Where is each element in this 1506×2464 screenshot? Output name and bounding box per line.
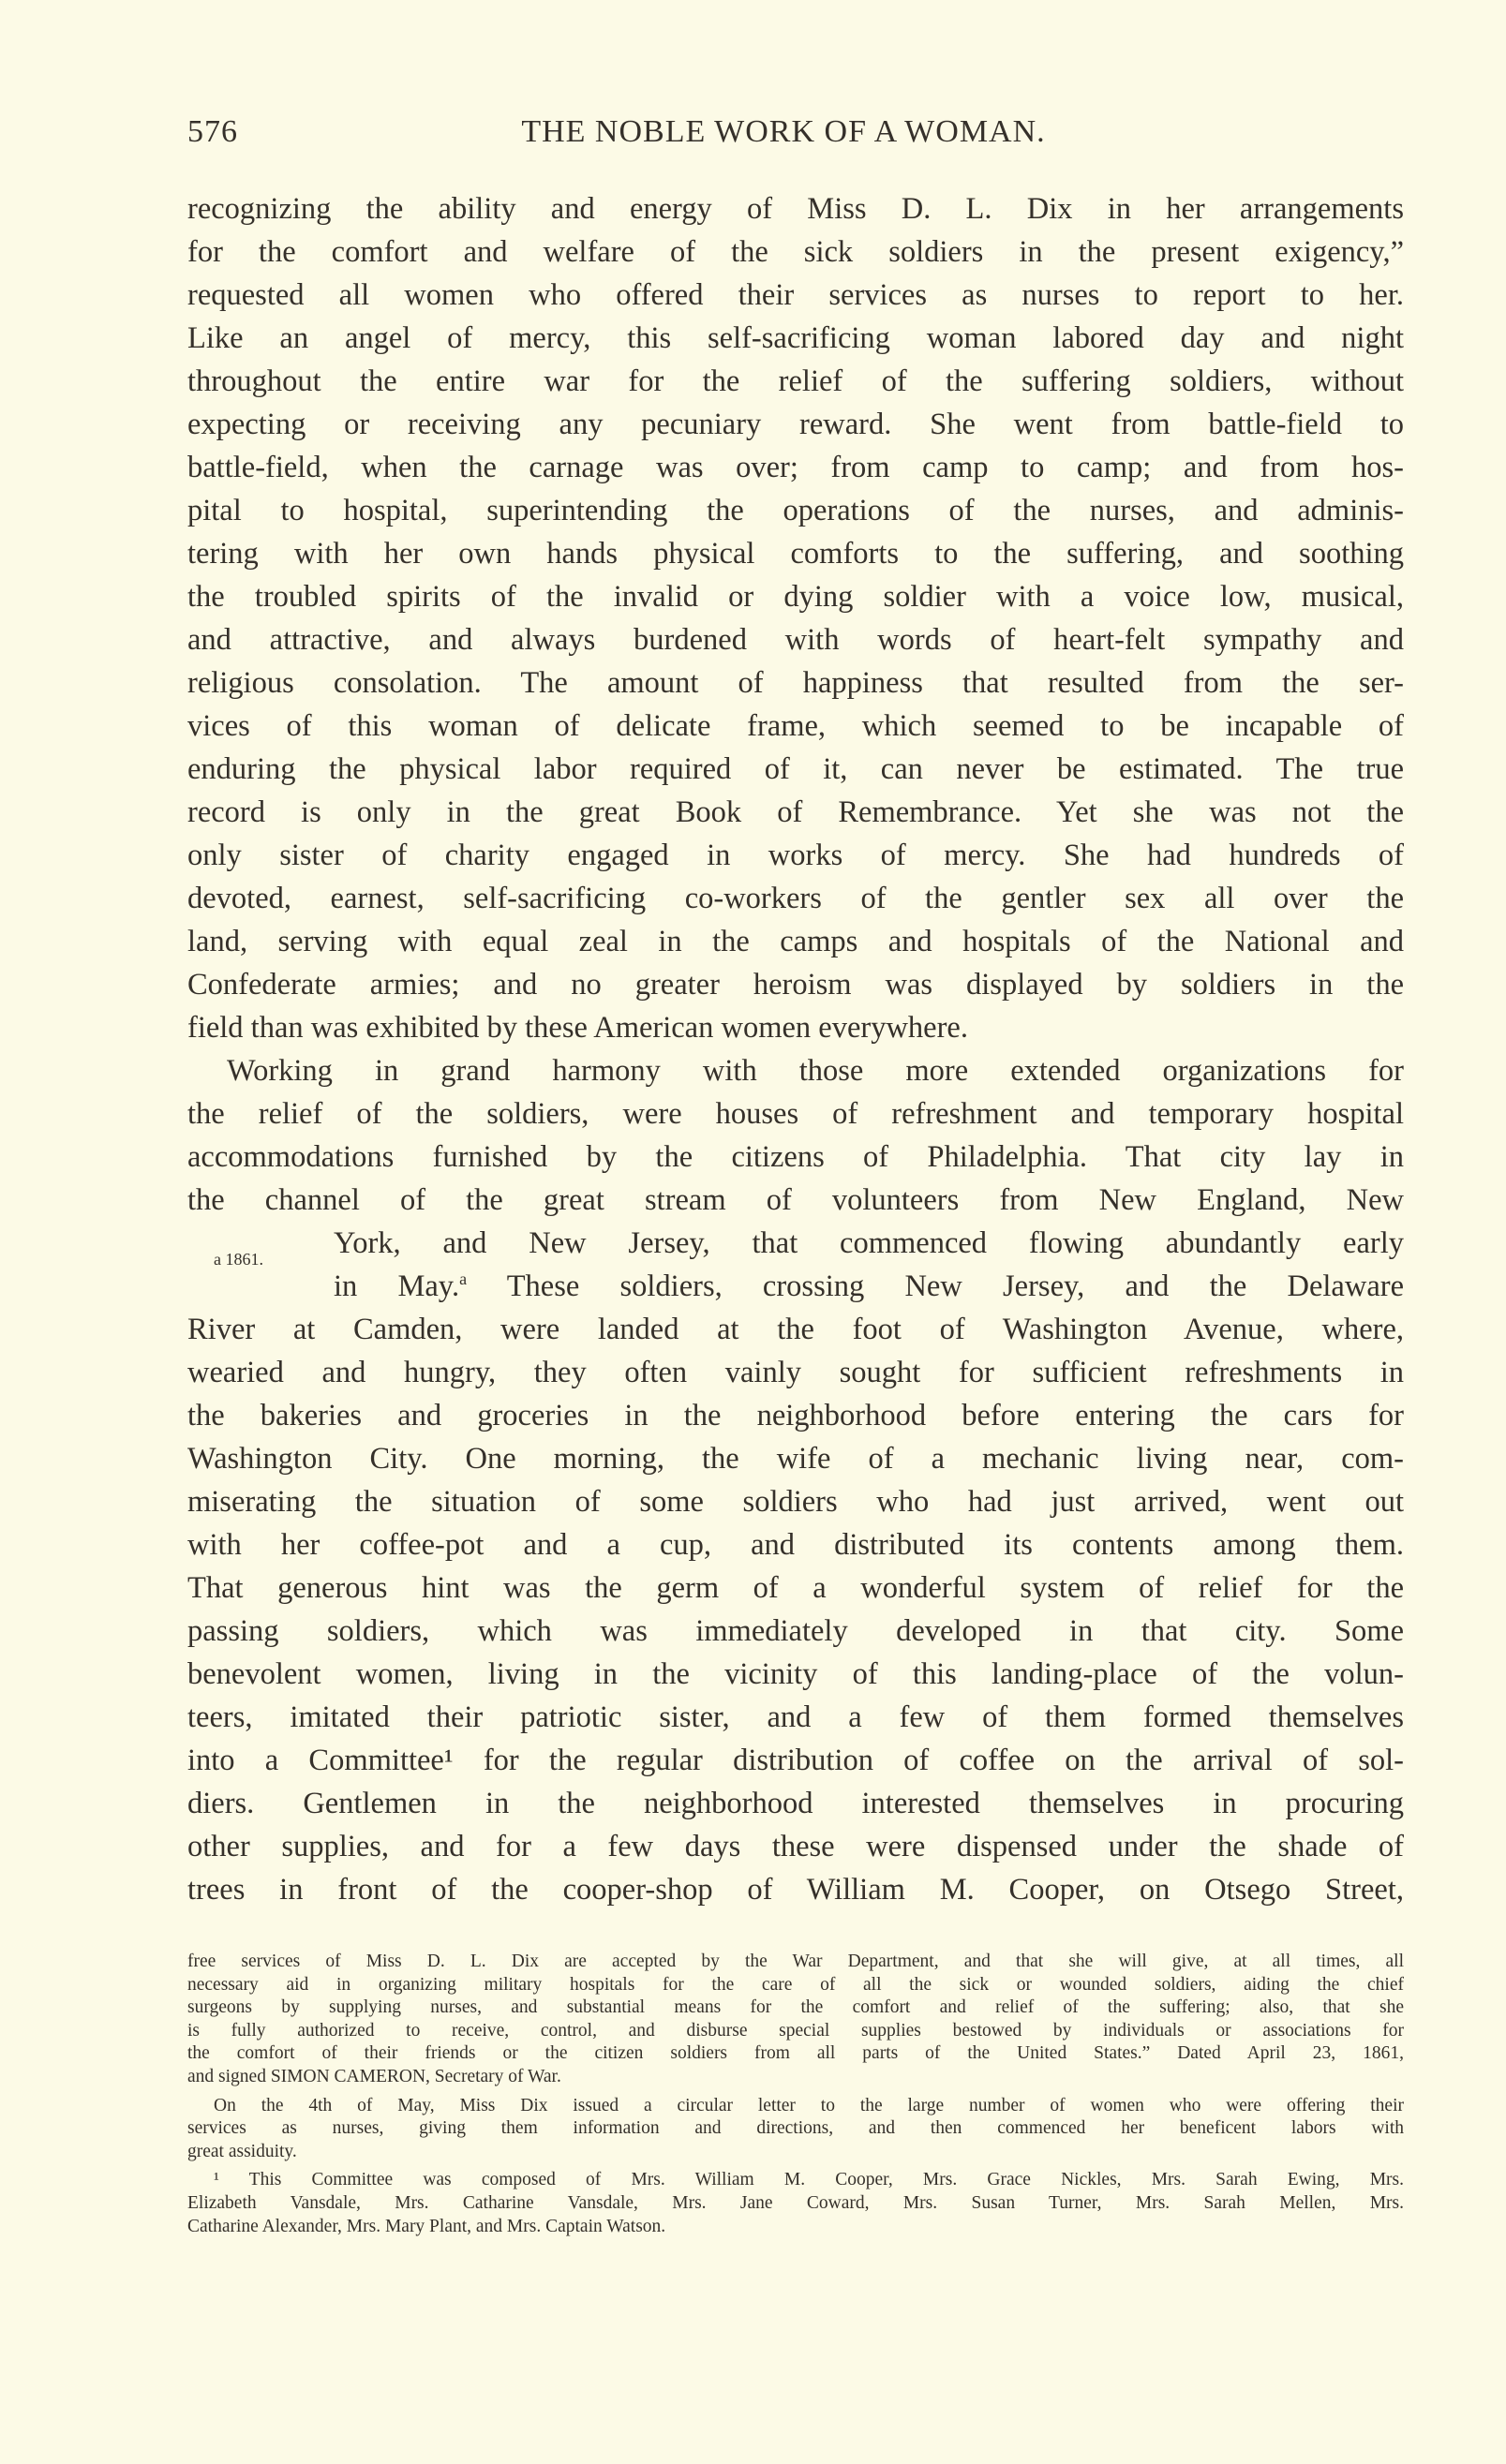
text-line: Washington City. One morning, the wife of a mechanic living near, com- <box>187 1442 1404 1476</box>
text-line: wearied and hungry, they often vainly sought for sufficient refreshments in <box>187 1356 1404 1389</box>
text-line: religious consolation. The amount of happiness that resulted from the ser- <box>187 666 1404 700</box>
text-line: field than was exhibited by these American women everywhere. <box>187 1011 968 1045</box>
text-line: tering with her own hands physical comforts to the suffering, and soothing <box>187 537 1404 571</box>
text-line: the channel of the great stream of volunteers from New England, New <box>187 1183 1404 1217</box>
text-line: for the comfort and welfare of the sick soldiers in the present exigency,” <box>187 235 1404 269</box>
footnote-line: Elizabeth Vansdale, Mrs. Catharine Vansdale, Mrs. Jane Coward, Mrs. Susan Turner, Mrs. Sarah Mellen, Mrs. <box>187 2192 1404 2213</box>
text-line: trees in front of the cooper-shop of William M. Cooper, on Otsego Street, <box>187 1873 1404 1907</box>
text-line: York, and New Jersey, that commenced flowing abundantly early <box>334 1226 1404 1260</box>
text-line: requested all women who offered their services as nurses to report to her. <box>187 278 1404 312</box>
text-line: That generous hint was the germ of a wonderful system of relief for the <box>187 1571 1404 1605</box>
text-line: only sister of charity engaged in works of mercy. She had hundreds of <box>187 839 1404 872</box>
text-line: miserating the situation of some soldiers who had just arrived, went out <box>187 1485 1404 1519</box>
text-line: the troubled spirits of the invalid or dying soldier with a voice low, musical, <box>187 580 1404 614</box>
margin-note: a 1861. <box>214 1250 263 1269</box>
footnote-line: great assiduity. <box>187 2141 297 2161</box>
text-line: the relief of the soldiers, were houses of refreshment and temporary hospital <box>187 1097 1404 1131</box>
text-line: benevolent women, living in the vicinity of this landing-place of the volun- <box>187 1657 1404 1691</box>
text-line: battle-field, when the carnage was over; from camp to camp; and from hos- <box>187 451 1404 484</box>
text-line: diers. Gentlemen in the neighborhood interested themselves in procuring <box>187 1787 1404 1820</box>
page-number: 576 <box>187 114 238 149</box>
footnote-line: services as nurses, giving them information and directions, and then commenced her beneficent labors with <box>187 2118 1404 2139</box>
text-line: with her coffee-pot and a cup, and distributed its contents among them. <box>187 1528 1404 1562</box>
footnote-line: On the 4th of May, Miss Dix issued a circular letter to the large number of women who were offering their <box>214 2095 1404 2115</box>
text-line: throughout the entire war for the relief of the suffering soldiers, without <box>187 364 1404 398</box>
text-line: accommodations furnished by the citizens of Philadelphia. That city lay in <box>187 1140 1404 1174</box>
footnote-line: surgeons by supplying nurses, and substantial means for the comfort and relief of the suffering; also, that she <box>187 1997 1404 2018</box>
body-text <box>187 187 1404 1911</box>
text-line: teers, imitated their patriotic sister, and a few of them formed themselves <box>187 1700 1404 1734</box>
footnote-line: ¹ This Committee was composed of Mrs. William M. Cooper, Mrs. Grace Nickles, Mrs. Sarah Ewing, Mrs. <box>214 2170 1404 2190</box>
footnote-line: free services of Miss D. L. Dix are accepted by the War Department, and that she will give, at all times, all <box>187 1952 1404 1971</box>
footnote-line: the comfort of their friends or the citizen soldiers from all parts of the United States.” Dated April 23, 1861, <box>187 2043 1404 2064</box>
footnote-line: Catharine Alexander, Mrs. Mary Plant, and Mrs. Captain Watson. <box>187 2216 666 2236</box>
text-line: Like an angel of mercy, this self-sacrificing woman labored day and night <box>187 321 1404 355</box>
text-line: into a Committee¹ for the regular distribution of coffee on the arrival of sol- <box>187 1744 1404 1777</box>
text-line: pital to hospital, superintending the operations of the nurses, and adminis- <box>187 494 1404 527</box>
text-line: devoted, earnest, self-sacrificing co-workers of the gentler sex all over the <box>187 882 1404 915</box>
footnote-line: is fully authorized to receive, control, and disburse special supplies bestowed by individuals or associations for <box>187 2020 1404 2041</box>
text-line: expecting or receiving any pecuniary reward. She went from battle-field to <box>187 408 1404 441</box>
text-span: in May. <box>334 1269 460 1303</box>
text-line: land, serving with equal zeal in the camps and hospitals of the National and <box>187 925 1404 958</box>
footnote-ref: a <box>459 1269 468 1289</box>
text-line: Confederate armies; and no greater heroism was displayed by soldiers in the <box>187 968 1404 1002</box>
text-line: River at Camden, were landed at the foot of Washington Avenue, where, <box>187 1313 1404 1346</box>
text-line: enduring the physical labor required of it, can never be estimated. The true <box>187 752 1404 786</box>
text-line: Working in grand harmony with those more extended organizations for <box>227 1054 1404 1088</box>
text-line <box>187 1265 1404 1308</box>
footnote-line: and signed SIMON CAMERON, Secretary of War. <box>187 2066 561 2086</box>
footnote-line: necessary aid in organizing military hospitals for the care of all the sick or wounded soldiers, aiding the chief <box>187 1974 1404 1995</box>
running-title: THE NOBLE WORK OF A WOMAN. <box>521 114 1046 149</box>
text-line: vices of this woman of delicate frame, which seemed to be incapable of <box>187 709 1404 743</box>
text-span: These soldiers, crossing New Jersey, and the Delaware <box>467 1269 1404 1303</box>
text-line: other supplies, and for a few days these were dispensed under the shade of <box>187 1830 1404 1863</box>
text-line: passing soldiers, which was immediately developed in that city. Some <box>187 1614 1404 1648</box>
footnotes <box>187 1951 1404 2238</box>
text-line: recognizing the ability and energy of Miss D. L. Dix in her arrangements <box>187 192 1404 226</box>
text-line: and attractive, and always burdened with words of heart-felt sympathy and <box>187 623 1404 657</box>
text-line: the bakeries and groceries in the neighborhood before entering the cars for <box>187 1399 1404 1432</box>
text-line: record is only in the great Book of Remembrance. Yet she was not the <box>187 795 1404 829</box>
